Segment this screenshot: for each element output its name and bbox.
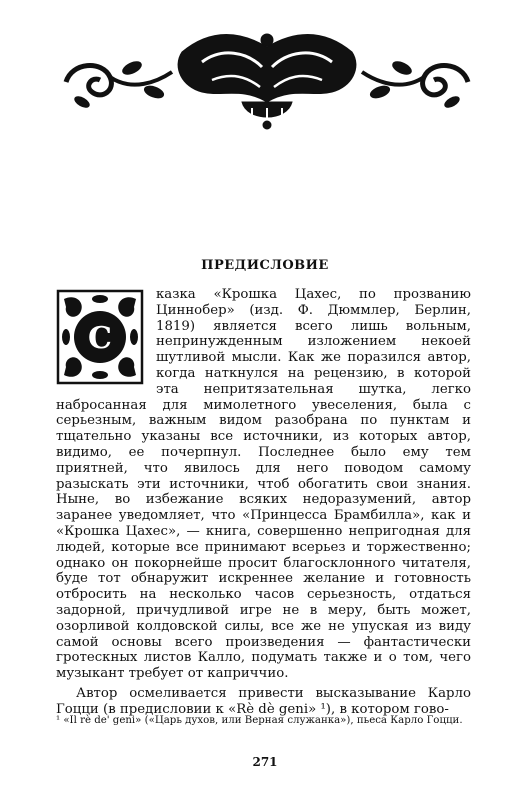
paragraph-1: казка «Крошка Цахес, по прозванию Циннобер» (изд. Ф. Дюммлер, Берлин, 1819) является всего лишь вольным, непринужденным изложением некоей шутливой мысли. Как же поразился автор, когда наткнулся на рецензию, в которой эта непритязательная шутка, легко набросанная для мимолетного увеселения, была с серьезным, важным видом разобрана по пунктам и тщательно указаны все источники, из которых автор, видимо, ее почерпнул. Последнее было ему тем приятней, что явилось для него поводом самому разыскать эти источники, чтоб обогатить свои знания. Ныне, во избежание всяких недоразумений, автор заранее уведомляет, что «Принцесса Брамбилла», как и «Крошка Цахес», — книга, совершенно непригодная для людей, которые все принимают всерьез и торжественно; однако он покорнейше просит благосклонного читателя, буде тот обнаружит искреннее желание и готовность отбросить на несколько часов серьезность, отдаться задорной, причудливой игре не в меру, быть может, озорливой колдовской силы, все же не упуская из виду самой основы всего произведения — фантастически гротескных листов Калло, подумать также и о том, чего музыкант требует от каприччио. (56, 287, 471, 682)
paragraph-2: Автор осмеливается привести высказывание Карло Гоцци (в предисловии к «Rè dè geni» ¹), в котором гово- (56, 685, 471, 717)
page-title: ПРЕДИСЛОВИЕ (201, 258, 329, 273)
drop-cap-letter: С (88, 321, 112, 356)
footnote: ¹ «Il rè de' geni» («Царь духов, или Верная служанка»), пьеса Карло Гоцци. (56, 715, 463, 726)
drop-cap-initial (56, 289, 144, 385)
decorative-ornament (62, 22, 472, 132)
preface-body (56, 287, 471, 718)
page-number: 271 (252, 755, 278, 769)
